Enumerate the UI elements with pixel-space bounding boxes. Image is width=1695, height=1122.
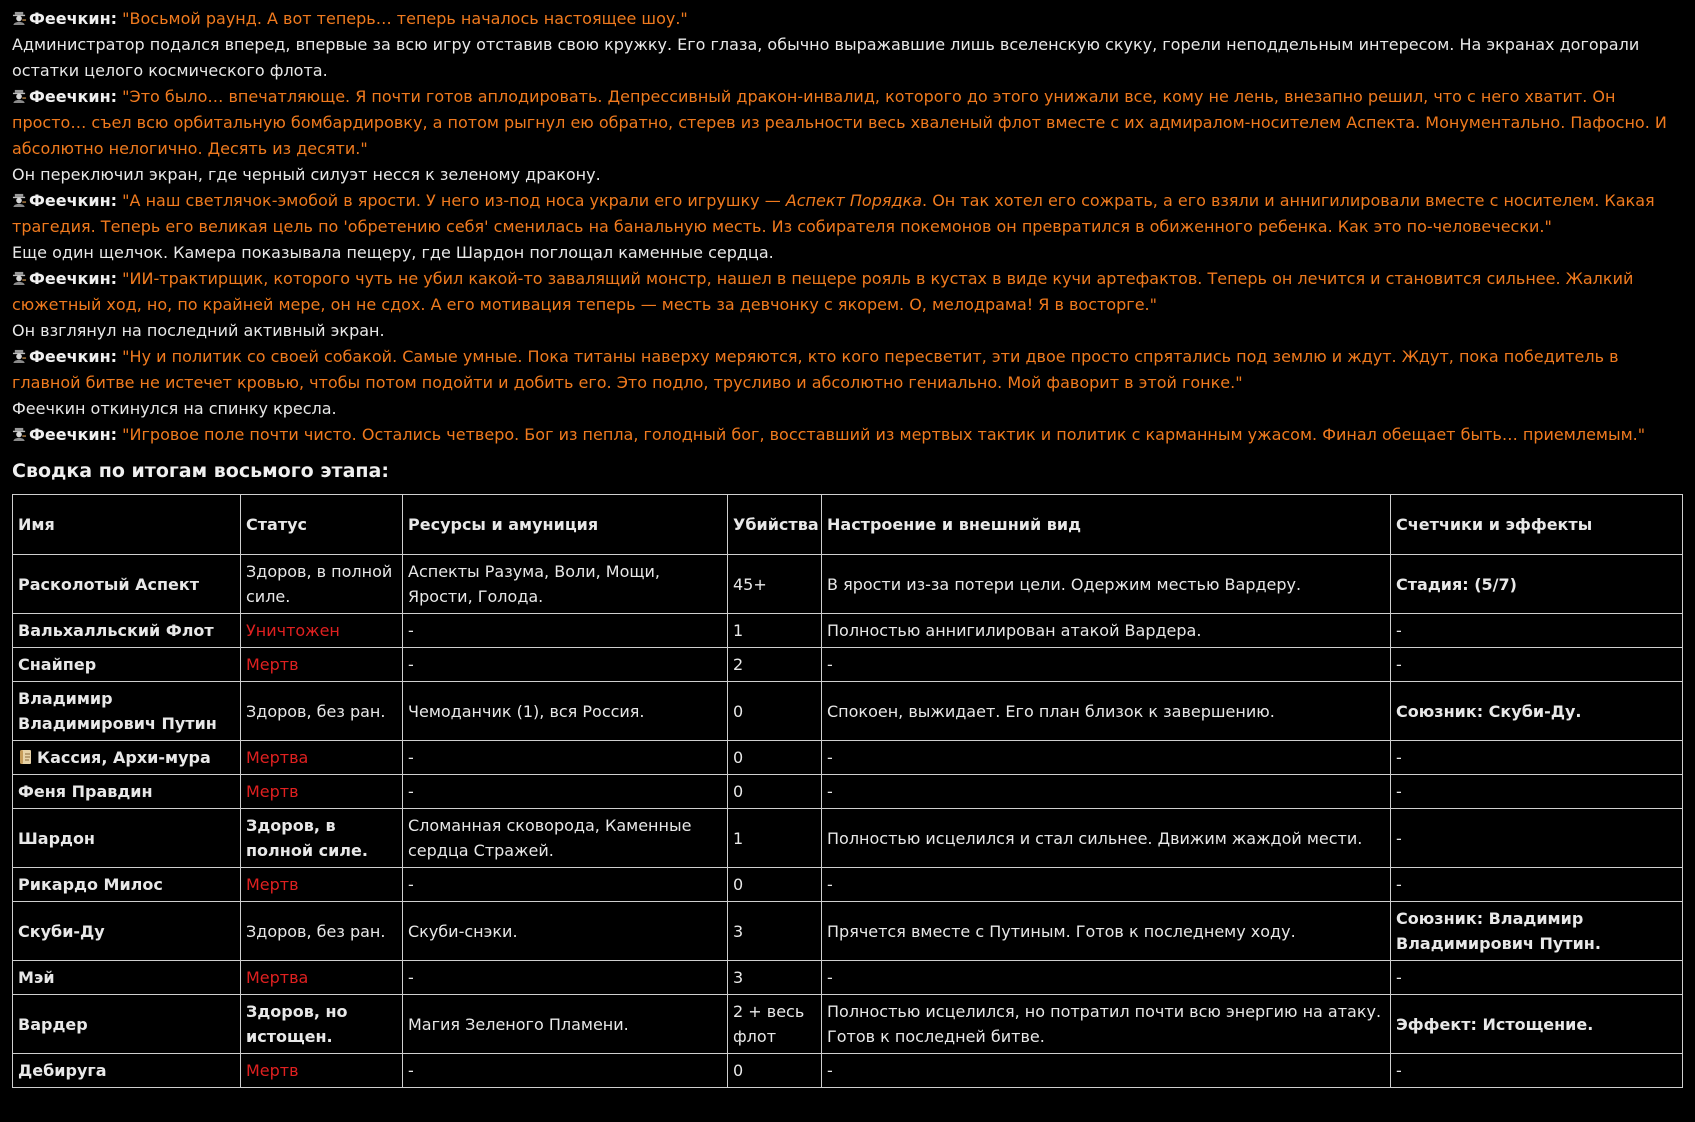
cell-resources: [403, 682, 728, 741]
table-row: [13, 682, 1683, 741]
header-effects: Счетчики и эффекты: [1391, 495, 1683, 555]
cell-resources-text: -: [408, 621, 414, 640]
cell-kills: [728, 614, 822, 648]
cell-status-text: Мертв: [246, 1061, 299, 1080]
cell-status: [241, 995, 403, 1054]
cell-resources: [403, 741, 728, 775]
cell-name: [13, 682, 241, 741]
cell-mood: [822, 614, 1391, 648]
table-row: [13, 555, 1683, 614]
cell-name-text: Вардер: [18, 1014, 88, 1034]
cell-status: [241, 682, 403, 741]
cell-mood: [822, 775, 1391, 809]
cell-name: [13, 614, 241, 648]
cell-resources: [403, 614, 728, 648]
cell-status: [241, 961, 403, 995]
cell-effects-text: Стадия: (5/7): [1396, 574, 1517, 594]
table-row: [13, 1054, 1683, 1088]
cell-name-text: Владимир Владимирович Путин: [18, 689, 217, 733]
cell-status-text: Мертв: [246, 875, 299, 894]
cell-effects-text: Союзник: Скуби-Ду.: [1396, 701, 1582, 721]
cell-mood-text: -: [827, 1061, 833, 1080]
cell-name-text: Шардон: [18, 828, 95, 848]
speaker-name: Феечкин:: [29, 269, 118, 288]
quote-text: "Восьмой раунд. А вот теперь… теперь началось настоящее шоу.": [122, 9, 688, 28]
cell-resources-text: -: [408, 1061, 414, 1080]
table-row: [13, 902, 1683, 961]
cell-name: [13, 961, 241, 995]
cell-mood: [822, 809, 1391, 868]
cell-kills-text: 2 + весь флот: [733, 1002, 805, 1046]
cell-status: [241, 648, 403, 682]
cell-resources-text: Скуби-снэки.: [408, 921, 518, 941]
cell-mood-text: Полностью исцелился и стал сильнее. Движим жаждой мести.: [827, 828, 1363, 848]
cell-effects: [1391, 902, 1683, 961]
cell-effects: [1391, 809, 1683, 868]
cell-status-text: Мертва: [246, 968, 309, 987]
cell-effects: [1391, 741, 1683, 775]
cell-mood-text: Полностью исцелился, но потратил почти всю энергию на атаку. Готов к последней битве.: [827, 1002, 1382, 1046]
speaker-message: [12, 266, 1683, 318]
cell-mood-text: -: [827, 875, 833, 894]
cell-effects: [1391, 868, 1683, 902]
cell-mood-text: -: [827, 748, 833, 767]
table-row: [13, 741, 1683, 775]
cell-status: [241, 555, 403, 614]
message-list: [12, 6, 1683, 448]
speaker-message: [12, 6, 1683, 32]
cell-resources-text: Магия Зеленого Пламени.: [408, 1014, 629, 1034]
cell-resources-text: -: [408, 875, 414, 894]
cell-kills: [728, 648, 822, 682]
speaker-name: Феечкин:: [29, 87, 118, 106]
table-row: [13, 995, 1683, 1054]
cell-resources-text: Аспекты Разума, Воли, Мощи, Ярости, Голода.: [408, 562, 660, 606]
cell-resources-text: Сломанная сковорода, Каменные сердца Стражей.: [408, 816, 692, 860]
cell-kills: [728, 995, 822, 1054]
cell-mood-text: -: [827, 655, 833, 674]
cell-mood-text: -: [827, 782, 833, 801]
table-row: [13, 648, 1683, 682]
narration-line: Еще один щелчок. Камера показывала пещеру, где Шардон поглощал каменные сердца.: [12, 243, 774, 262]
quote-text: "Это было… впечатляюще. Я почти готов аплодировать. Депрессивный дракон-инвалид, которого до этого унижали все, кому не лень, внезапно решил, что с него хватит. Он просто… съел всю орбитальную бомбардировку, а потом рыгнул ею обратно, стерев из реальности весь хваленый флот вместе с их адмиралом-носителем Аспекта. Монументально. Пафосно. И абсолютно нелогично. Десять из десяти.": [12, 87, 1667, 158]
cell-kills-text: 0: [733, 1061, 744, 1080]
header-mood: Настроение и внешний вид: [822, 495, 1391, 555]
cell-mood: [822, 648, 1391, 682]
speaker-name: Феечкин:: [29, 191, 118, 210]
speaker-message: [12, 344, 1683, 396]
cell-effects: [1391, 555, 1683, 614]
quote-text: "ИИ-трактирщик, которого чуть не убил какой-то завалящий монстр, нашел в пещере рояль в кустах в виде кучи артефактов. Теперь он лечится и становится сильнее. Жалкий сюжетный ход, но, по крайней мере, он не сдох. А его мотивация теперь — месть за девчонку с якорем. О, мелодрама! Я в восторге.": [12, 269, 1634, 314]
cell-effects: [1391, 1054, 1683, 1088]
cell-resources: [403, 1054, 728, 1088]
cell-name-text: Скуби-Ду: [18, 921, 105, 941]
cell-effects-text: -: [1396, 875, 1402, 894]
cell-resources-text: Чемоданчик (1), вся Россия.: [408, 701, 645, 721]
cell-mood-text: -: [827, 968, 833, 987]
table-row: [13, 614, 1683, 648]
cell-status: [241, 614, 403, 648]
cell-name-text: Кассия, Архи-мура: [37, 748, 211, 767]
cell-resources: [403, 648, 728, 682]
scroll-icon: [18, 749, 33, 765]
speaker-message: [12, 188, 1683, 240]
cell-resources-text: -: [408, 782, 414, 801]
cell-name-text: Снайпер: [18, 655, 97, 674]
header-resources: Ресурсы и амуниция: [403, 495, 728, 555]
table-header-row: [13, 495, 1683, 555]
cell-name: [13, 1054, 241, 1088]
cell-status-text: Здоров, но истощен.: [246, 1002, 348, 1046]
cell-effects-text: -: [1396, 655, 1402, 674]
cell-resources-text: -: [408, 968, 414, 987]
cell-kills: [728, 961, 822, 995]
speaker-name: Феечкин:: [29, 347, 118, 366]
cell-name-text: Расколотый Аспект: [18, 574, 199, 594]
cell-resources-text: -: [408, 655, 414, 674]
cell-effects-text: -: [1396, 828, 1402, 848]
narration-line: Феечкин откинулся на спинку кресла.: [12, 399, 337, 418]
detective-avatar-icon: [12, 11, 27, 25]
cell-effects-text: -: [1396, 1061, 1402, 1080]
cell-status: [241, 1054, 403, 1088]
quote-text-part: . Он так хотел его сожрать, а его взяли и аннигилировали вместе с носителем. Какая трагедия. Теперь его великая цель по 'обретению себя' сменилась на банальную месть. Из собирателя покемонов он превратился в обиженного ребенка. Как это по-человечески.": [12, 191, 1655, 236]
cell-name: [13, 555, 241, 614]
summary-table: [12, 494, 1683, 1088]
cell-kills: [728, 809, 822, 868]
speaker-name: Феечкин:: [29, 9, 118, 28]
cell-effects: [1391, 614, 1683, 648]
cell-kills: [728, 741, 822, 775]
cell-name-text: Рикардо Милос: [18, 875, 163, 894]
narration-line: Он взглянул на последний активный экран.: [12, 321, 385, 340]
cell-kills-text: 2: [733, 655, 744, 674]
cell-status-text: Мертва: [246, 748, 309, 767]
cell-resources: [403, 868, 728, 902]
header-kills: Убийства: [728, 495, 822, 555]
cell-resources-text: -: [408, 748, 414, 767]
cell-name: [13, 868, 241, 902]
cell-name: [13, 902, 241, 961]
cell-status-text: Мертв: [246, 782, 299, 801]
speaker-message: [12, 422, 1683, 448]
cell-effects-text: -: [1396, 968, 1402, 987]
detective-avatar-icon: [12, 271, 27, 285]
cell-kills-text: 3: [733, 921, 744, 941]
cell-mood-text: Полностью аннигилирован атакой Вардера.: [827, 621, 1202, 640]
cell-kills-text: 0: [733, 875, 744, 894]
cell-effects: [1391, 775, 1683, 809]
cell-resources: [403, 902, 728, 961]
cell-effects-text: Эффект: Истощение.: [1396, 1014, 1594, 1034]
cell-name: [13, 741, 241, 775]
narration-line: Он переключил экран, где черный силуэт несся к зеленому дракону.: [12, 165, 601, 184]
cell-kills-text: 3: [733, 968, 744, 987]
quote-text-part: "А наш светлячок-эмобой в ярости. У него из-под носа украли его игрушку —: [122, 191, 786, 210]
cell-kills: [728, 682, 822, 741]
cell-resources: [403, 555, 728, 614]
table-body: [13, 555, 1683, 1088]
cell-status: [241, 741, 403, 775]
cell-status: [241, 809, 403, 868]
cell-resources: [403, 809, 728, 868]
cell-mood: [822, 555, 1391, 614]
cell-kills: [728, 555, 822, 614]
table-row: [13, 868, 1683, 902]
cell-status-text: Здоров, без ран.: [246, 701, 386, 721]
cell-status-text: Здоров, без ран.: [246, 921, 386, 941]
detective-avatar-icon: [12, 193, 27, 207]
quote-text: [12, 191, 1655, 236]
quote-text: "Игровое поле почти чисто. Остались четверо. Бог из пепла, голодный бог, восставший из мертвых тактик и политик с карманным ужасом. Финал обещает быть… приемлемым.": [122, 425, 1646, 444]
summary-title: Сводка по итогам восьмого этапа:: [12, 460, 389, 482]
cell-resources: [403, 961, 728, 995]
cell-name-text: Вальхалльский Флот: [18, 621, 214, 640]
detective-avatar-icon: [12, 349, 27, 363]
cell-status: [241, 902, 403, 961]
cell-name: [13, 809, 241, 868]
cell-mood: [822, 1054, 1391, 1088]
cell-mood: [822, 961, 1391, 995]
cell-kills-text: 1: [733, 621, 744, 640]
cell-status-text: Мертв: [246, 655, 299, 674]
cell-status: [241, 868, 403, 902]
cell-name-text: Мэй: [18, 968, 55, 987]
cell-mood-text: Спокоен, выжидает. Его план близок к завершению.: [827, 701, 1275, 721]
cell-name: [13, 775, 241, 809]
cell-effects-text: -: [1396, 748, 1402, 767]
detective-avatar-icon: [12, 89, 27, 103]
cell-resources: [403, 775, 728, 809]
cell-kills: [728, 1054, 822, 1088]
cell-effects: [1391, 682, 1683, 741]
cell-status-text: Здоров, в полной силе.: [246, 562, 393, 606]
cell-name: [13, 995, 241, 1054]
table-row: [13, 961, 1683, 995]
cell-resources: [403, 995, 728, 1054]
cell-effects-text: -: [1396, 621, 1402, 640]
cell-effects-text: -: [1396, 782, 1402, 801]
cell-mood: [822, 741, 1391, 775]
quote-emphasis: Аспект Порядка: [785, 191, 923, 210]
cell-kills-text: 0: [733, 701, 744, 721]
cell-mood-text: Прячется вместе с Путиным. Готов к последнему ходу.: [827, 921, 1296, 941]
cell-status-text: Уничтожен: [246, 621, 340, 640]
cell-effects-text: Союзник: Владимир Владимирович Путин.: [1396, 909, 1601, 953]
cell-status: [241, 775, 403, 809]
cell-kills: [728, 902, 822, 961]
narration-line: Администратор подался вперед, впервые за всю игру отставив свою кружку. Его глаза, обычно выражавшие лишь вселенскую скуку, горели неподдельным интересом. На экранах догорали остатки целого космического флота.: [12, 35, 1640, 80]
cell-mood: [822, 902, 1391, 961]
cell-status-text: Здоров, в полной силе.: [246, 816, 368, 860]
speaker-name: Феечкин:: [29, 425, 118, 444]
cell-kills-text: 0: [733, 782, 744, 801]
cell-effects: [1391, 995, 1683, 1054]
cell-mood: [822, 995, 1391, 1054]
table-row: [13, 809, 1683, 868]
cell-kills-text: 45+: [733, 574, 767, 594]
table-row: [13, 775, 1683, 809]
header-name: Имя: [13, 495, 241, 555]
speaker-message: [12, 84, 1683, 162]
cell-mood: [822, 682, 1391, 741]
cell-name-text: Дебируга: [18, 1061, 107, 1080]
cell-kills-text: 1: [733, 828, 744, 848]
cell-name: [13, 648, 241, 682]
cell-kills: [728, 868, 822, 902]
detective-avatar-icon: [12, 427, 27, 441]
cell-name-text: Феня Правдин: [18, 782, 153, 801]
cell-effects: [1391, 648, 1683, 682]
cell-mood: [822, 868, 1391, 902]
header-status: Статус: [241, 495, 403, 555]
quote-text: "Ну и политик со своей собакой. Самые умные. Пока титаны наверху меряются, кто кого пересветит, эти двое просто спрятались под землю и ждут. Ждут, пока победитель в главной битве не истечет кровью, чтобы потом подойти и добить его. Это подло, трусливо и абсолютно гениально. Мой фаворит в этой гонке.": [12, 347, 1619, 392]
cell-effects: [1391, 961, 1683, 995]
cell-kills-text: 0: [733, 748, 744, 767]
cell-kills: [728, 775, 822, 809]
cell-mood-text: В ярости из-за потери цели. Одержим местью Вардеру.: [827, 574, 1302, 594]
